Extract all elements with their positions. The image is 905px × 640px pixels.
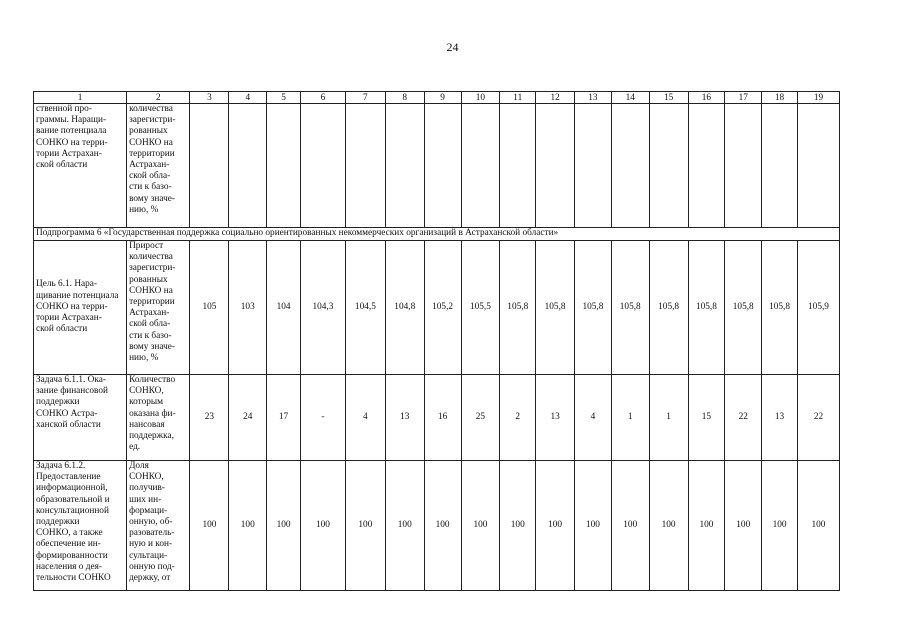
value-cell: 13 [536, 375, 575, 461]
value-cell [725, 104, 762, 228]
value-cell: 23 [190, 375, 229, 461]
value-cell [536, 104, 575, 228]
header-cell: 6 [300, 92, 345, 104]
header-cell: 14 [611, 92, 649, 104]
page-number: 24 [446, 40, 459, 54]
header-cell: 2 [127, 92, 190, 104]
value-cell [385, 104, 424, 228]
value-cell: 100 [575, 461, 612, 591]
table-row [34, 104, 840, 228]
value-cell [345, 104, 385, 228]
value-cell [575, 104, 612, 228]
goal-cell: ственной про- граммы. Наращи- вание потенциала СОНКО на терри- тории Астрахан- ской области [34, 104, 127, 228]
value-cell: 105,8 [536, 241, 575, 375]
value-cell: 100 [190, 461, 229, 591]
value-cell: 25 [461, 375, 500, 461]
value-cell: 100 [762, 461, 798, 591]
value-cell: 22 [725, 375, 762, 461]
value-cell: 105,8 [500, 241, 536, 375]
value-cell [500, 104, 536, 228]
value-cell: 100 [345, 461, 385, 591]
header-cell: 11 [500, 92, 536, 104]
header-cell: 9 [424, 92, 461, 104]
value-cell [300, 104, 345, 228]
value-cell: 103 [229, 241, 267, 375]
table-row [34, 375, 840, 461]
subprogram-row [34, 228, 840, 241]
value-cell: 100 [725, 461, 762, 591]
value-cell: 100 [797, 461, 839, 591]
value-cell [611, 104, 649, 228]
table-row [34, 461, 840, 591]
value-cell: 105,8 [575, 241, 612, 375]
value-cell: 100 [300, 461, 345, 591]
header-cell: 17 [725, 92, 762, 104]
value-cell: 24 [229, 375, 267, 461]
header-cell: 3 [190, 92, 229, 104]
value-cell: 104,3 [300, 241, 345, 375]
value-cell [190, 104, 229, 228]
header-cell: 15 [649, 92, 688, 104]
value-cell: 100 [611, 461, 649, 591]
value-cell: 100 [649, 461, 688, 591]
header-cell: 19 [797, 92, 839, 104]
header-cell: 5 [267, 92, 301, 104]
value-cell: 105,9 [797, 241, 839, 375]
goal-cell: Цель 6.1. Нара- щивание потенциала СОНКО на терри- тории Астрахан- ской области [34, 241, 127, 375]
value-cell: 105,8 [611, 241, 649, 375]
header-cell: 1 [34, 92, 127, 104]
value-cell: 17 [267, 375, 301, 461]
value-cell: 104,8 [385, 241, 424, 375]
value-cell: 4 [575, 375, 612, 461]
goal-cell: Задача 6.1.1. Ока- зание финансовой поддержки СОНКО Астра- ханской области [34, 375, 127, 461]
value-cell: 100 [536, 461, 575, 591]
value-cell: 16 [424, 375, 461, 461]
value-cell: 13 [385, 375, 424, 461]
value-cell [461, 104, 500, 228]
value-cell: 100 [385, 461, 424, 591]
value-cell: 104,5 [345, 241, 385, 375]
value-cell: 15 [688, 375, 725, 461]
indicator-cell: Количество СОНКО, которым оказана фи- нансовая поддержка, ед. [127, 375, 190, 461]
value-cell [229, 104, 267, 228]
header-row [34, 92, 840, 104]
value-cell [267, 104, 301, 228]
value-cell: 100 [424, 461, 461, 591]
indicator-cell: количества зарегистри- рованных СОНКО на территории Астрахан- ской обла- сти к базо- вому значе- нию, % [127, 104, 190, 228]
value-cell: - [300, 375, 345, 461]
value-cell: 100 [500, 461, 536, 591]
value-cell: 22 [797, 375, 839, 461]
header-cell: 16 [688, 92, 725, 104]
header-cell: 4 [229, 92, 267, 104]
header-cell: 13 [575, 92, 612, 104]
value-cell: 105 [190, 241, 229, 375]
header-cell: 7 [345, 92, 385, 104]
value-cell: 105,8 [725, 241, 762, 375]
value-cell: 100 [267, 461, 301, 591]
value-cell [424, 104, 461, 228]
header-cell: 12 [536, 92, 575, 104]
header-cell: 8 [385, 92, 424, 104]
value-cell: 105,2 [424, 241, 461, 375]
value-cell [762, 104, 798, 228]
value-cell [649, 104, 688, 228]
indicator-cell: Доля СОНКО, получив- ших ин- формаци- онную, об- разователь- ную и кон- сультаци- онную под- держку, от [127, 461, 190, 591]
value-cell: 2 [500, 375, 536, 461]
value-cell: 105,8 [688, 241, 725, 375]
value-cell [797, 104, 839, 228]
indicator-table [33, 91, 840, 591]
value-cell: 13 [762, 375, 798, 461]
header-cell: 10 [461, 92, 500, 104]
value-cell: 105,8 [649, 241, 688, 375]
value-cell: 1 [611, 375, 649, 461]
value-cell: 100 [229, 461, 267, 591]
table-row [34, 241, 840, 375]
value-cell [688, 104, 725, 228]
value-cell: 100 [688, 461, 725, 591]
value-cell: 105,5 [461, 241, 500, 375]
indicator-cell: Прирост количества зарегистри- рованных СОНКО на территории Астрахан- ской обла- сти к базо- вому значе- нию, % [127, 241, 190, 375]
value-cell: 100 [461, 461, 500, 591]
goal-cell: Задача 6.1.2. Предоставление информационной, образовательной и консультационной поддержки СОНКО, а также обеспечение ин- формированности населения о дея- тельности СОНКО [34, 461, 127, 591]
header-cell: 18 [762, 92, 798, 104]
value-cell: 104 [267, 241, 301, 375]
value-cell: 1 [649, 375, 688, 461]
value-cell: 4 [345, 375, 385, 461]
value-cell: 105,8 [762, 241, 798, 375]
subprogram-title: Подпрограмма 6 «Государственная поддержка социально ориентированных некоммерческих организаций в Астраханской области» [34, 228, 840, 241]
